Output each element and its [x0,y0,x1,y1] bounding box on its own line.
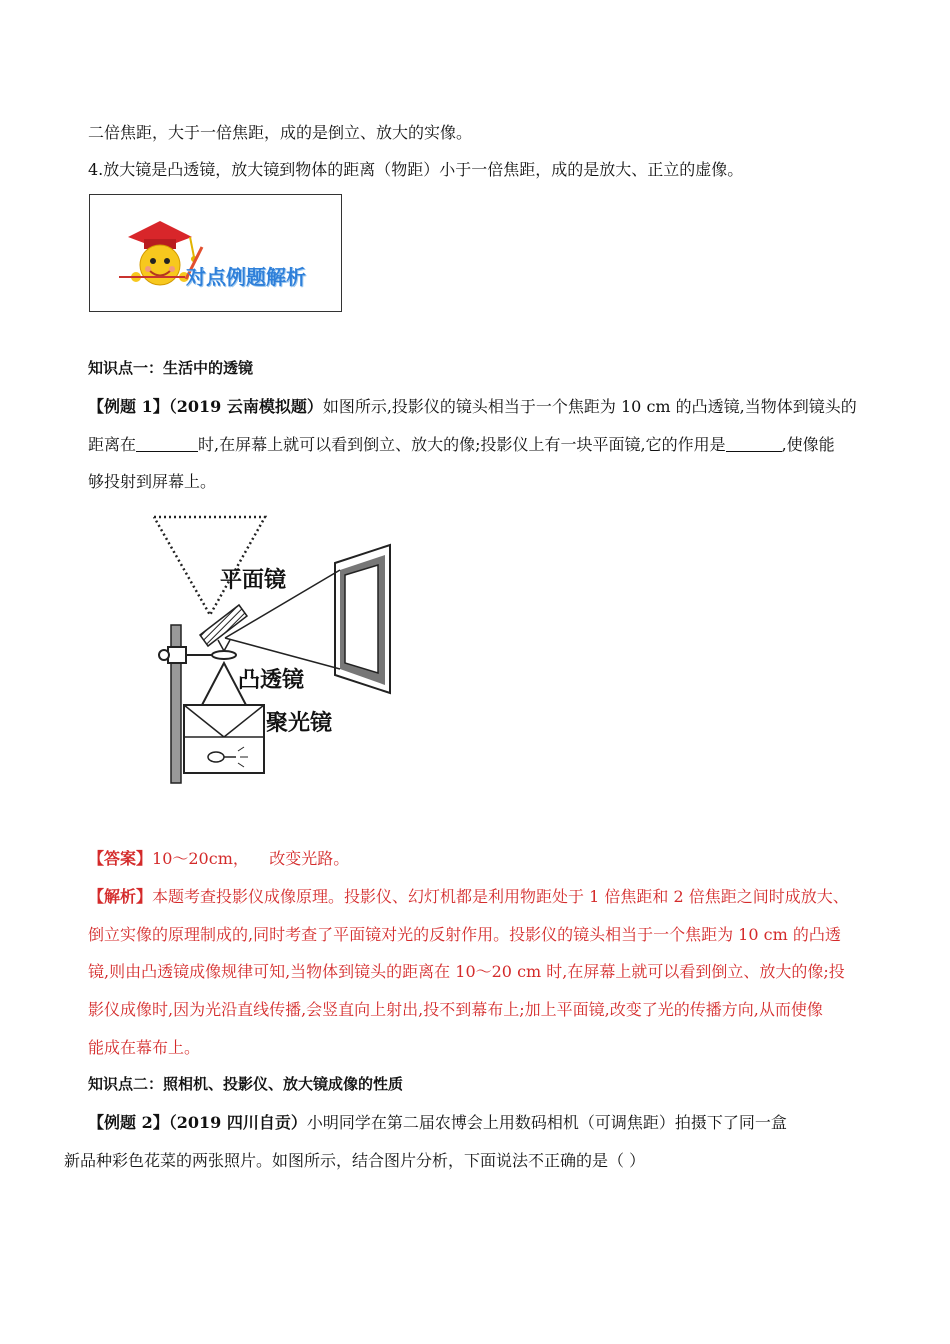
example2-line-2: 新品种彩色花菜的两张照片。如图所示，结合图片分析，下面说法不正确的是（ ） [64,1151,646,1170]
mirror-label: 平面镜 [220,568,287,593]
analysis-line-2: 倒立实像的原理制成的,同时考查了平面镜对光的反射作用。投影仪的镜头相当于一个焦距为 10 cm 的凸透 [88,925,841,944]
example1-text-b2: 时,在屏幕上就可以看到倒立、放大的像;投影仪上有一块平面镜,它的作用是 [198,435,726,454]
analysis-line-1 [88,884,849,907]
example1-line-2 [88,432,835,455]
analysis-line-5: 能成在幕布上。 [88,1038,201,1057]
answer-blank-1 [136,437,198,452]
analysis-line-4: 影仪成像时,因为光沿直线传播,会竖直向上射出,投不到幕布上;加上平面镜,改变了光的传播方向,从而使像 [88,1000,823,1019]
banner-title: 对点例题解析 [186,265,306,289]
condenser-label: 聚光镜 [266,711,333,736]
answer-text: 10～20cm， 改变光路。 [152,849,350,868]
projector-figure [140,505,410,799]
example2-text-a: 小明同学在第二届农博会上用数码相机（可调焦距）拍摄下了同一盒 [306,1113,787,1132]
section-banner [89,194,342,312]
example1-source: （2019 云南模拟题） [168,397,323,416]
answer-line [88,846,349,869]
banner-underline [119,276,185,278]
analysis-tag: 【解析】 [88,887,153,906]
section1-heading: 知识点一：生活中的透镜 [88,359,254,377]
answer-tag: 【答案】 [88,849,153,868]
example2-line-1 [88,1110,787,1133]
top-line-2: 4.放大镜是凸透镜，放大镜到物体的距离（物距）小于一倍焦距，成的是放大、正立的虚像。 [88,160,744,179]
analysis-line-3: 镜,则由凸透镜成像规律可知,当物体到镜头的距离在 10～20 cm 时,在屏幕上就可以看到倒立、放大的像;投 [88,962,845,981]
answer-blank-2 [726,437,782,452]
example1-tag: 【例题 1】 [88,397,169,416]
example1-text-b1: 距离在 [88,435,137,454]
lens-label: 凸透镜 [238,668,305,693]
example1-text-a: 如图所示,投影仪的镜头相当于一个焦距为 10 cm 的凸透镜,当物体到镜头的 [322,397,857,416]
section2-heading: 知识点二：照相机、投影仪、放大镜成像的性质 [88,1075,404,1093]
projector-diagram [140,505,410,795]
example1-line-1 [88,394,857,417]
example2-tag: 【例题 2】 [88,1113,169,1132]
example1-text-b3: ,使像能 [781,435,835,454]
analysis-text-1: 本题考查投影仪成像原理。投影仪、幻灯机都是利用物距处于 1 倍焦距和 2 倍焦距之间时成放大、 [152,887,849,906]
example1-line-3: 够投射到屏幕上。 [88,472,217,491]
top-line-1: 二倍焦距，大于一倍焦距，成的是倒立、放大的实像。 [88,123,473,142]
example2-source: （2019 四川自贡） [168,1113,307,1132]
